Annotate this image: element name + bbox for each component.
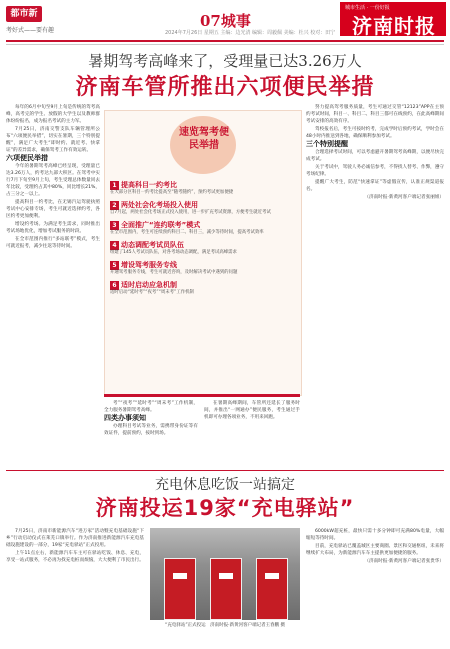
infographic-badge-text: 速览驾考便民举措 <box>179 127 229 151</box>
infographic-item <box>110 240 296 256</box>
item-number: 5 <box>110 261 119 270</box>
paragraph: 今年的暑期驾考高峰已经呈现，受理量已达3.26万人，约考达九部大积区。在驾考中实行7月下旬至9月上旬，考生受理总体数量同去年比较，受理约占其中80%，同比增长21%，占三分之一以上。 <box>6 164 100 197</box>
paragraph: 关于考试中，驾驶人务必诚信参考，不得找人替考、作弊，遵守考场纪律。 <box>306 165 444 177</box>
item-title: 适时启动应急机制 <box>121 281 177 289</box>
infographic-item <box>110 200 296 216</box>
paragraph: 办理科目考试等业务，需携带身份证等有效证件，提前预约，按时到场。 <box>104 424 198 436</box>
section-heading: 六项便民举措 <box>6 154 48 162</box>
byline: （济南时报·新黄河客户端记者张丽姐） <box>364 195 444 200</box>
paragraph: 每年的6月中旬至9月上旬是传统的驾考高峰，高考完的学生、放假的大学生以及教师群体纷纷报名，成为报名考试的主力军。 <box>6 105 100 124</box>
paragraph: 在全市范围内推行“多站联考”模式，考生可就近报考，减少往返等待时间。 <box>6 237 100 249</box>
paragraph: 目前，充电驿站已覆盖城区主要商圈、景区和交通枢纽，未来将继续扩大布局，为新能源汽车车主提供更加便捷的服务。 <box>306 544 444 556</box>
paragraph: 增设约考场。为满足考生需求，同时推出考试场地优化，增加考试服务的时段。 <box>6 222 100 234</box>
caption-credit: 济南时报·新黄河客户端记者王春鹏 摄 <box>210 623 286 628</box>
item-desc: 组建了145人考试员队伍，对各考场动态调配，满足考试高峰需求 <box>110 250 237 255</box>
item-number: 2 <box>110 201 119 210</box>
story1-subtitle: 暑期驾考高峰来了，受理量已达3.26万人 <box>88 52 362 70</box>
paragraph: 驾校报名后，考生可按时约考，完成学时后预约考试，学时会在48小时内推送到各地，确保顺利参加考试。 <box>306 127 444 139</box>
date-line: 2024年7月26日 星期五 主编：边光清 编辑：周毅佩 美编：杜兴 校对：田宁 <box>165 30 336 36</box>
story1-column-3-tail <box>204 400 300 466</box>
item-title: 动态调配考试员队伍 <box>121 241 184 249</box>
infographic-list <box>110 180 296 300</box>
story1-title: 济南车管所推出六项便民举措 <box>75 75 375 100</box>
story1-column-1 <box>6 104 100 462</box>
item-number: 1 <box>110 181 119 190</box>
section-title: 07城事 <box>200 12 251 30</box>
story1-column-right <box>306 104 444 466</box>
infographic-item <box>110 220 296 236</box>
header-divider-thin <box>6 44 444 45</box>
byline: （济南时报·新黄河客户端记者张贵华） <box>364 559 444 564</box>
paragraph: 上午11点左右，新能源汽车车主可在驿站吃饭、休息、充电，享受一站式服务，不必再为找充电桩而烦恼，大大便利了市民出行。 <box>6 551 144 563</box>
item-number: 4 <box>110 241 119 250</box>
item-desc: 在大部分区科目一约考比提高至“随考随约”，预约考试更加便捷 <box>110 190 234 195</box>
story2-subtitle: 充电休息吃饭一站搞定 <box>155 477 295 493</box>
paragraph: 7月25日，济南市新能源汽车“进万家”活动暨充电基础设施“下乡”行动启动仪式在莱芜口镇举行。作为济南推进新能源汽车充电基础设施建设的一部分，19家“充电驿站”正式投用。 <box>6 529 144 548</box>
newspaper-logo: 都市新 <box>6 6 42 22</box>
item-title: 两处社会化考场投入使用 <box>121 201 198 209</box>
item-desc: 在全市范围内，考生可连续预约科目二、科目三，减少等待时间，提高考试效率 <box>110 230 264 235</box>
story2-column-right <box>306 528 444 646</box>
brand-name: 济南时报 <box>352 14 436 38</box>
header-divider <box>6 40 444 42</box>
item-title: 增设驾考服务专线 <box>121 261 177 269</box>
infographic-item <box>110 180 296 196</box>
paragraph: 在暑期高峰期间，车管所还延长了服务时间，并推出“一网通办”便民服务，考生通过手机即可办理各项业务，不用来回跑。 <box>204 401 300 420</box>
paragraph: 提高科目一约考比，在无锡汽运驾驶执照考试中心安排专场，考生可就近选择约考，各区约考更加便利。 <box>6 200 100 219</box>
story1-column-2-tail <box>104 400 198 466</box>
paragraph: 考”“夜考”“延时考”“周末考”工作机制，全力服务暑期驾考高峰。 <box>104 401 198 413</box>
story2-title: 济南投运19家“充电驿站” <box>95 496 355 520</box>
paragraph: 7月25日，济南交警支队车辆管理所公布“六项便民举措”，切实在暑期，三个特别提醒”，满足广大考生“即时约、就近考、快拿证”的差异需求，确保驾考工作有效运转。 <box>6 127 100 153</box>
story-separator <box>6 470 444 471</box>
infographic-item <box>110 280 296 296</box>
paragraph: 6000kW超充桩，最快只需十多分钟即可充满80%电量，大幅缩短等待时间。 <box>306 529 444 541</box>
photo-caption <box>150 622 300 628</box>
item-title: 全面推广“连约联考”模式 <box>121 221 201 229</box>
paragraph: 努力提高驾考服务质量，考生可通过交管“12123”APP在主预约考试时间，科目一、科目二、科目三都可在线预约，在此高峰期间考试安排的高效有序。 <box>306 105 444 124</box>
item-title: 提高科目一约考比 <box>121 181 177 189</box>
section-heading: 四类办事须知 <box>104 414 146 422</box>
item-number: 3 <box>110 221 119 230</box>
paragraph: 提醒广大考生，防范“快速拿证”等虚假宣传，认准正规渠道报名。 <box>306 180 444 192</box>
brand-slogan: 城市生活 · 一份好报 <box>345 5 390 11</box>
section-heading: 三个特别提醒 <box>306 140 348 148</box>
item-desc: 自7月起，两处社会化考场正式投入使用，进一步扩充考试资源，方便考生就近考试 <box>110 210 271 215</box>
item-number: 6 <box>110 281 119 290</box>
story2-column-left <box>6 528 144 646</box>
item-desc: 适时启动“延时考”“夜考”“周末考”工作机制 <box>110 290 194 295</box>
item-desc: 开通驾考服务专线，考生可就近咨询，及时解决考试中遇到的问题 <box>110 270 238 275</box>
infographic-bottom-bar <box>104 394 300 397</box>
logo-subtitle: 考好式——要有趣 <box>6 27 55 34</box>
caption-text: “充电驿站”正式投运 <box>164 623 206 628</box>
charging-station-photo <box>150 528 300 620</box>
infographic-item <box>110 260 296 276</box>
paragraph: 合理选择考试时间，可以考虑避开暑期驾考高峰期，以便尽快完成考试。 <box>306 150 444 162</box>
